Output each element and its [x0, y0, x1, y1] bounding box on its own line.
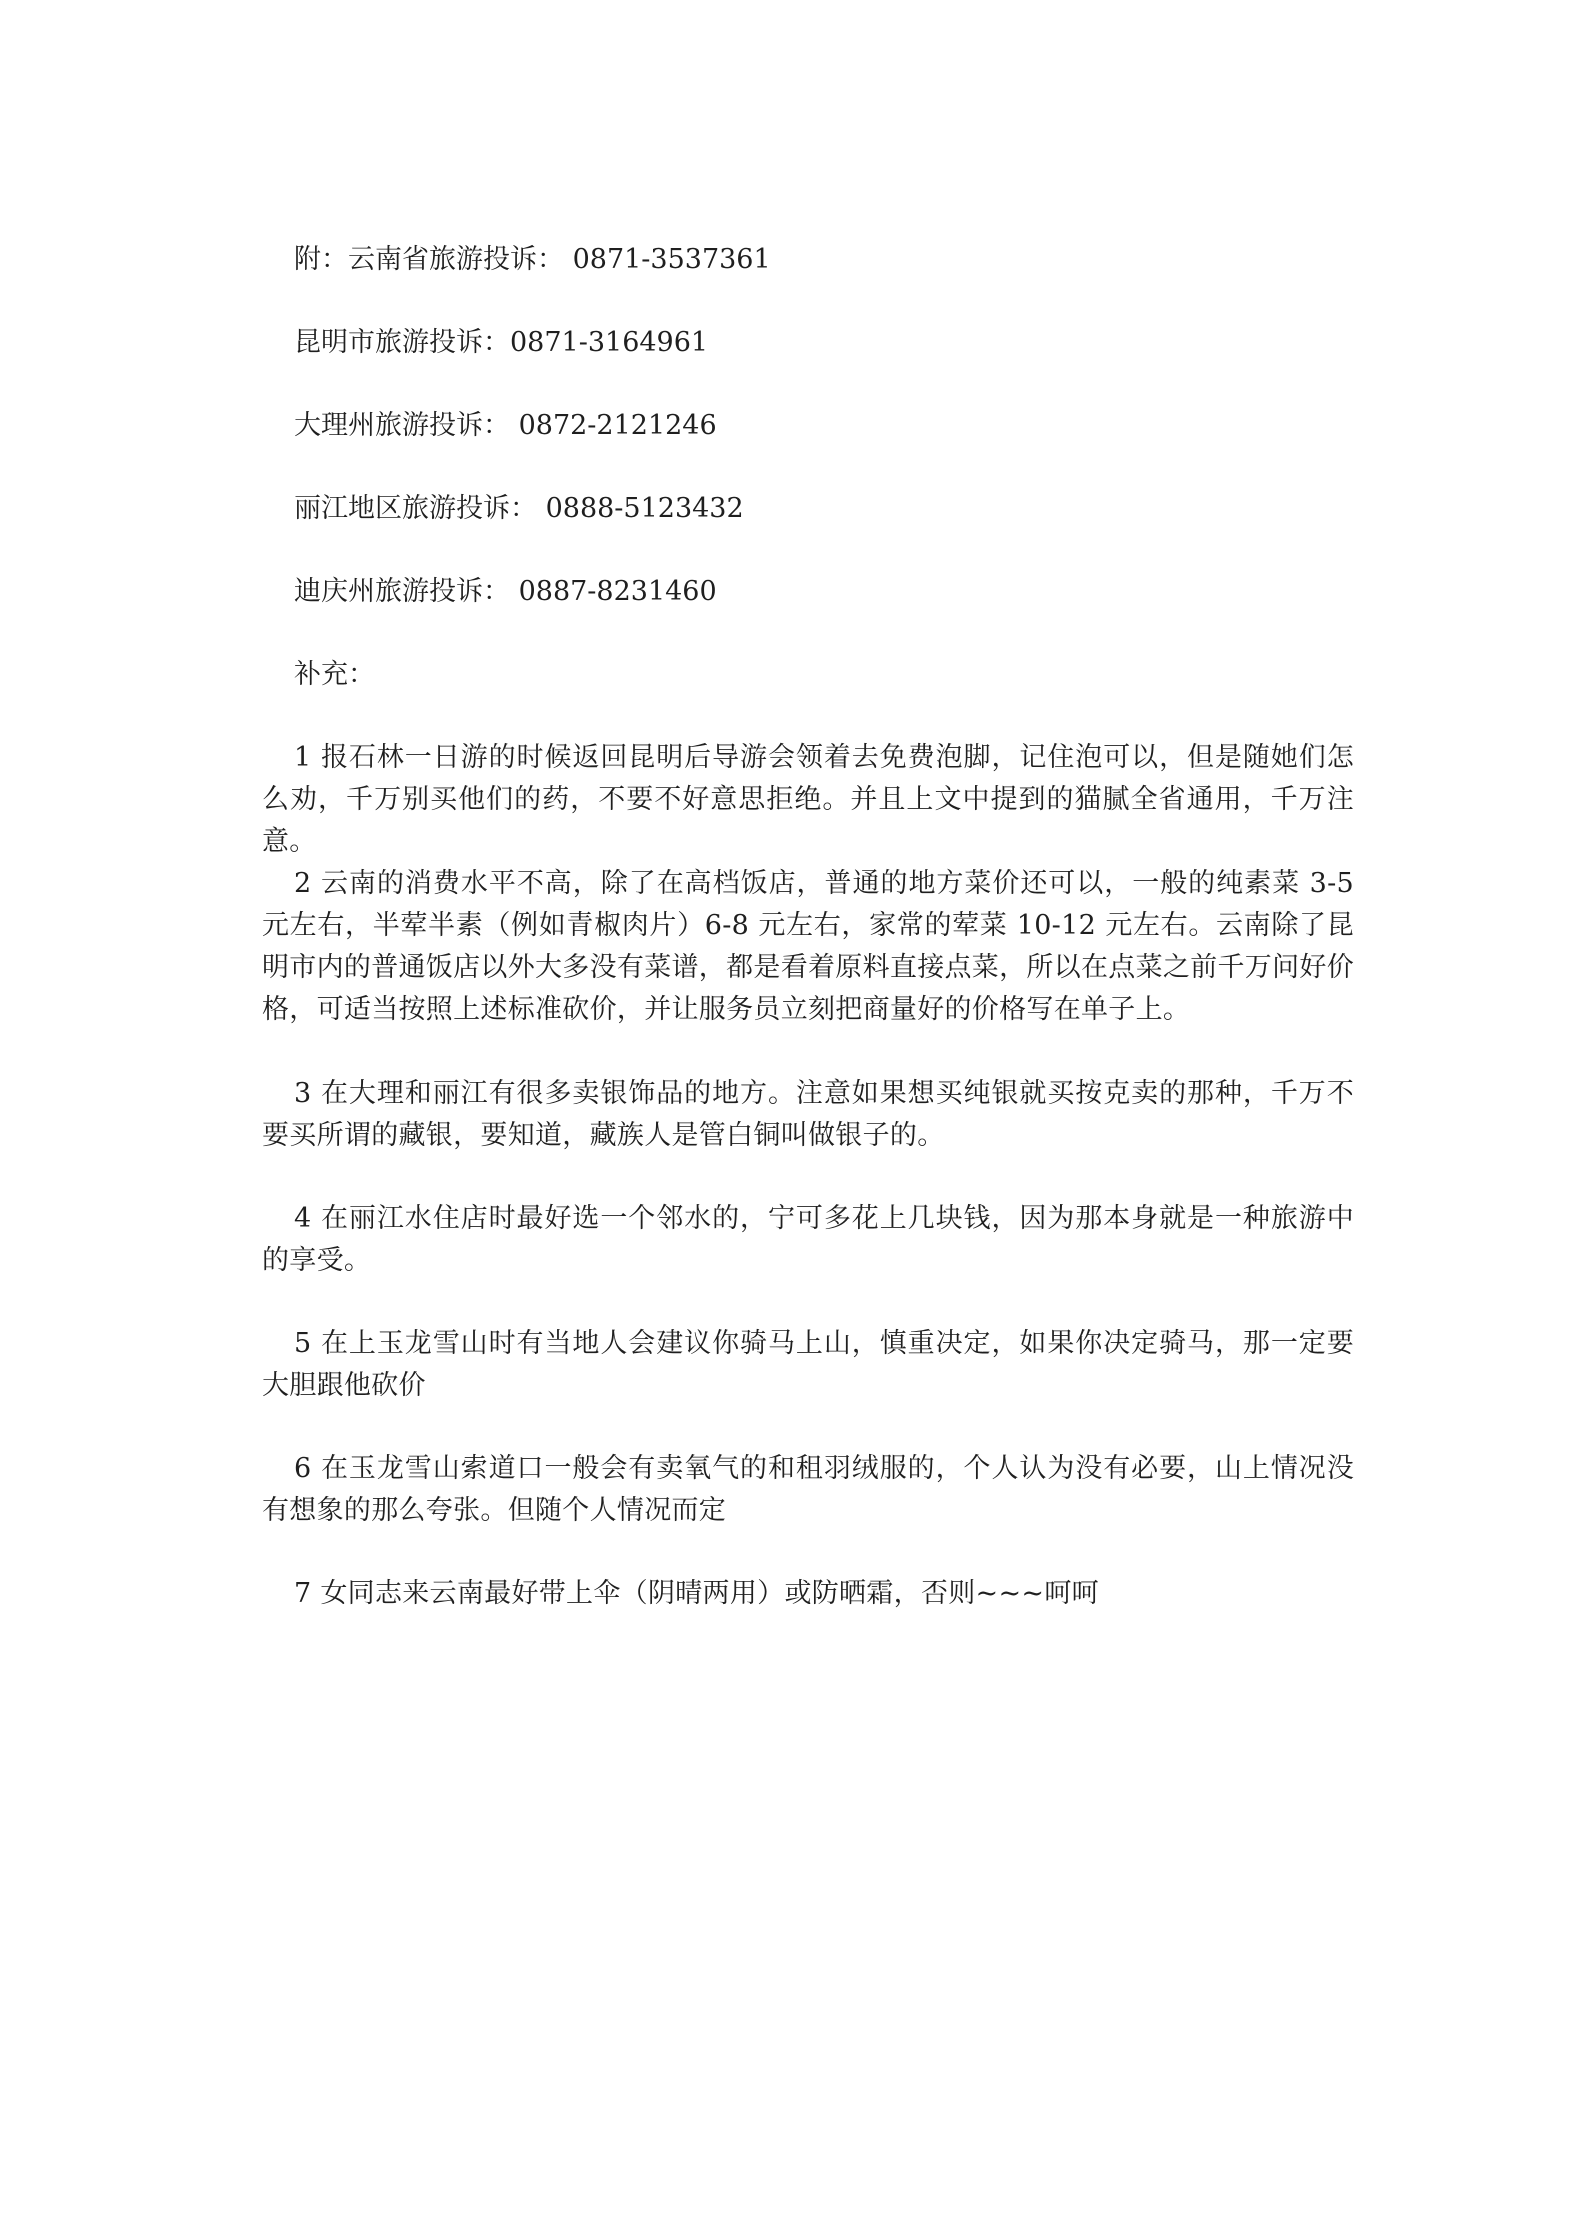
tip-5: 5 在上玉龙雪山时有当地人会建议你骑马上山，慎重决定，如果你决定骑马，那一定要大胆跟他砍价: [262, 1328, 1354, 1401]
complaint-line-yunnan: 附：云南省旅游投诉： 0871-3537361: [294, 244, 771, 275]
tip-4: 4 在丽江水住店时最好选一个邻水的，宁可多花上几块钱，因为那本身就是一种旅游中的享受。: [262, 1203, 1354, 1276]
tip-2: 2 云南的消费水平不高，除了在高档饭店，普通的地方菜价还可以，一般的纯素菜 3-5 元左右，半荤半素（例如青椒肉片）6-8 元左右，家常的荤菜 10-12 元左右。云南除了昆明市内的普通饭店以外大多没有菜谱，都是看着原料直接点菜，所以在点菜之前千万问好价格，可适当按照上述标准砍价，并让服务员立刻把商量好的价格写在单子上。: [262, 868, 1354, 1025]
supplement-heading: 补充：: [294, 659, 375, 690]
complaint-line-dali: 大理州旅游投诉： 0872-2121246: [294, 410, 717, 441]
complaint-line-kunming: 昆明市旅游投诉：0871-3164961: [294, 327, 709, 358]
tip-1: 1 报石林一日游的时候返回昆明后导游会领着去免费泡脚，记住泡可以，但是随她们怎么劝，千万别买他们的药，不要不好意思拒绝。并且上文中提到的猫腻全省通用，千万注意。: [262, 742, 1354, 857]
tip-7: 7 女同志来云南最好带上伞（阴晴两用）或防晒霜，否则~~~呵呵: [294, 1578, 1099, 1609]
tip-6: 6 在玉龙雪山索道口一般会有卖氧气的和租羽绒服的，个人认为没有必要，山上情况没有想象的那么夸张。但随个人情况而定: [262, 1453, 1354, 1526]
complaint-line-diqing: 迪庆州旅游投诉： 0887-8231460: [294, 576, 717, 607]
complaint-line-lijiang: 丽江地区旅游投诉： 0888-5123432: [294, 493, 744, 524]
tip-3: 3 在大理和丽江有很多卖银饰品的地方。注意如果想买纯银就买按克卖的那种，千万不要买所谓的藏银，要知道，藏族人是管白铜叫做银子的。: [262, 1078, 1354, 1151]
